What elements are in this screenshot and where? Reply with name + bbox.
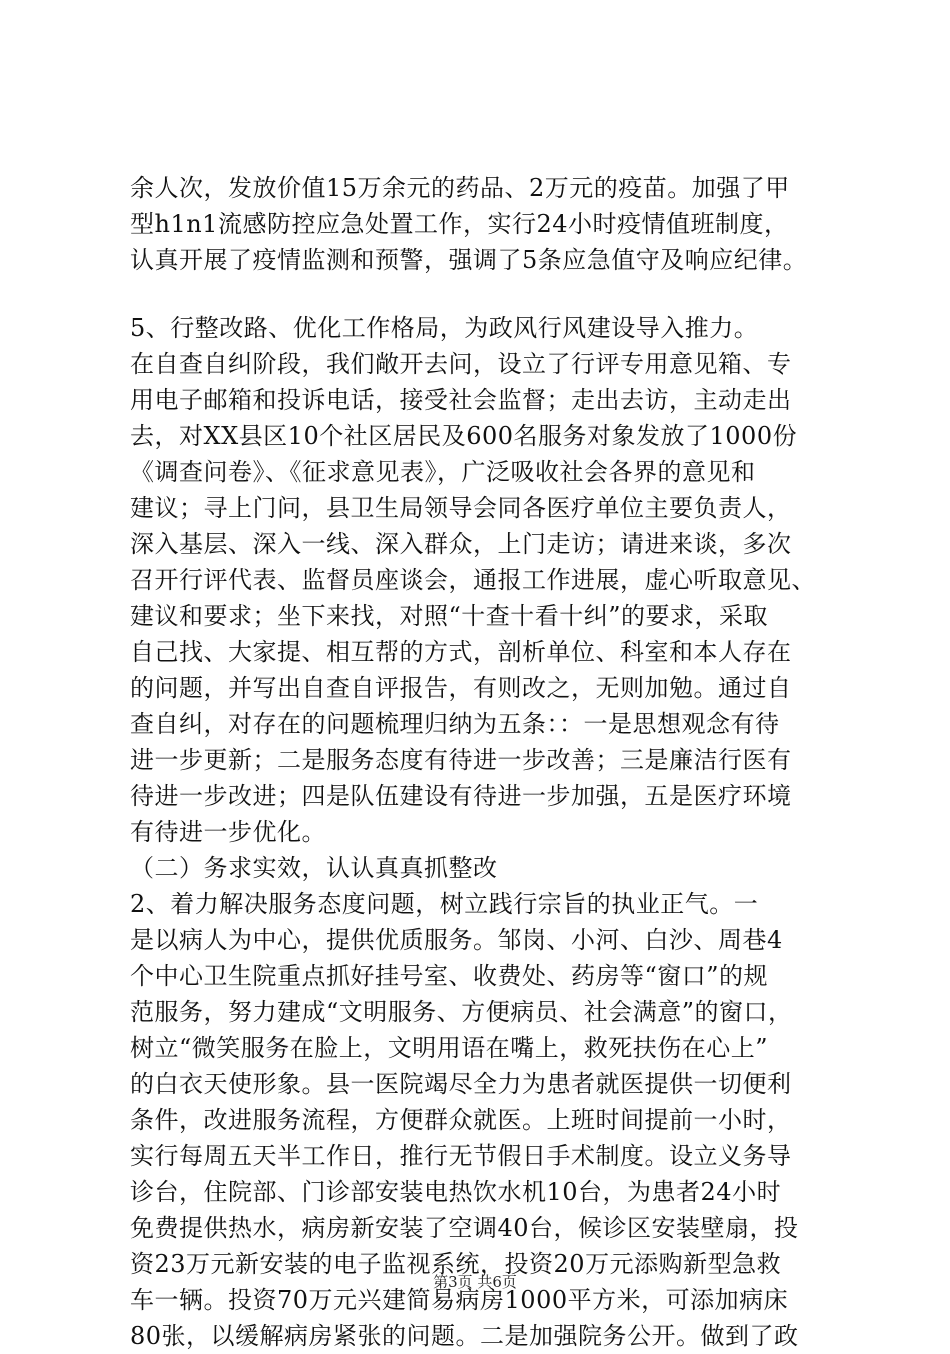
text-line: 深入基层、深入一线、深入群众，上门走访；请进来谈，多次 <box>130 530 792 558</box>
text-line: 去，对XX县区10个社区居民及600名服务对象发放了1000份 <box>130 422 798 450</box>
text-line: 有待进一步优化。 <box>130 818 326 846</box>
paragraph-gap <box>130 278 835 310</box>
text-line: 车一辆。投资70万元兴建简易病房1000平方米，可添加病床 <box>130 1286 789 1314</box>
text-line: 诊台，住院部、门诊部安装电热饮水机10台，为患者24小时 <box>130 1178 782 1206</box>
text-line: 进一步更新；二是服务态度有待进一步改善；三是廉洁行医有 <box>130 746 792 774</box>
text-line: 条件，改进服务流程，方便群众就医。上班时间提前一小时， <box>130 1106 792 1134</box>
text-line: 查自纠，对存在的问题梳理归纳为五条：：一是思想观念有待 <box>130 710 780 738</box>
text-line: 用电子邮箱和投诉电话，接受社会监督；走出去访，主动走出 <box>130 386 792 414</box>
paragraph-block-2 <box>130 310 835 1354</box>
text-line: 范服务，努力建成“文明服务、方便病员、社会满意”的窗口， <box>130 998 793 1026</box>
text-line: 自己找、大家提、相互帮的方式，剖析单位、科室和本人存在 <box>130 638 792 666</box>
text-line: 建议；寻上门问，县卫生局领导会同各医疗单位主要负责人， <box>130 494 792 522</box>
page-number-footer: 第3页 共6页 <box>433 1273 517 1291</box>
text-line: 的问题，并写出自查自评报告，有则改之，无则加勉。通过自 <box>130 674 792 702</box>
text-line: 5、行整改路、优化工作格局，为政风行风建设导入推力。 <box>130 314 759 342</box>
text-line: 2、着力解决服务态度问题，树立践行宗旨的执业正气。一 <box>130 890 759 918</box>
text-line: 认真开展了疫情监测和预警，强调了5条应急值守及响应纪律。 <box>130 246 808 274</box>
text-line: 待进一步改进；四是队伍建设有待进一步加强，五是医疗环境 <box>130 782 792 810</box>
text-line: 的白衣天使形象。县一医院竭尽全力为患者就医提供一切便利 <box>130 1070 792 1098</box>
text-line: 召开行评代表、监督员座谈会，通报工作进展，虚心听取意见、 <box>130 566 816 594</box>
text-line: 在自查自纠阶段，我们敞开去问，设立了行评专用意见箱、专 <box>130 350 792 378</box>
text-line: 80张，以缓解病房紧张的问题。二是加强院务公开。做到了政 <box>130 1322 799 1350</box>
text-line: 建议和要求；坐下来找，对照“十查十看十纠”的要求，采取 <box>130 602 769 630</box>
text-line: 实行每周五天半工作日，推行无节假日手术制度。设立义务导 <box>130 1142 792 1170</box>
text-line: 个中心卫生院重点抓好挂号室、收费处、药房等“窗口”的规 <box>130 962 769 990</box>
paragraph-block-1 <box>130 170 835 278</box>
text-line: 是以病人为中心，提供优质服务。邹岗、小河、白沙、周巷4 <box>130 926 783 954</box>
document-body <box>130 170 835 1354</box>
text-line: 型h1n1流感防控应急处置工作，实行24小时疫情值班制度， <box>130 210 789 238</box>
text-line: 资23万元新安装的电子监视系统，投资20万元添购新型急救 <box>130 1250 782 1278</box>
text-line: 免费提供热水，病房新安装了空调40台，候诊区安装壁扇，投 <box>130 1214 799 1242</box>
text-line: 《调查问卷》、《征求意见表》，广泛吸收社会各界的意见和 <box>130 458 756 486</box>
text-line: 余人次，发放价值15万余元的药品、2万元的疫苗。加强了甲 <box>130 174 790 202</box>
text-line: 树立“微笑服务在脸上，文明用语在嘴上，救死扶伤在心上” <box>130 1034 769 1062</box>
text-line: （二）务求实效，认认真真抓整改 <box>130 854 498 882</box>
